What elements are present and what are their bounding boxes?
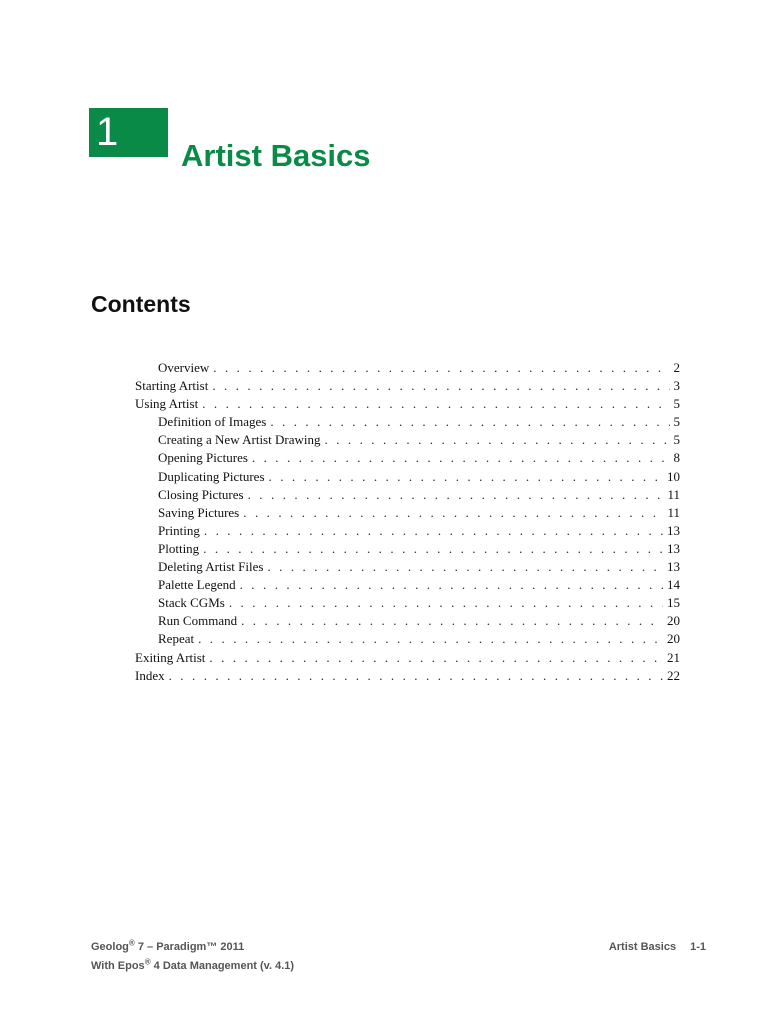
footer-product-name: Geolog	[91, 941, 129, 953]
toc-dot-leader	[270, 413, 669, 431]
footer-product-version: 7 – Paradigm™ 2011	[134, 941, 245, 953]
toc-entry-label: Exiting Artist	[135, 649, 206, 665]
contents-heading: Contents	[91, 291, 191, 317]
toc-entry-page: 15	[667, 595, 680, 611]
toc-dot-leader	[213, 359, 669, 377]
toc-dot-leader	[269, 468, 663, 486]
toc-dot-leader	[198, 630, 663, 648]
toc-entry[interactable]	[135, 540, 680, 558]
toc-entry[interactable]	[135, 395, 680, 413]
toc-entry-page: 20	[667, 613, 680, 629]
toc-dot-leader	[267, 558, 663, 576]
toc-entry-page: 5	[673, 414, 680, 430]
toc-entry[interactable]	[135, 649, 680, 667]
toc-dot-leader	[248, 486, 664, 504]
toc-dot-leader	[324, 431, 669, 449]
toc-dot-leader	[203, 540, 663, 558]
toc-dot-leader	[229, 594, 663, 612]
toc-entry-page: 13	[667, 522, 680, 538]
toc-entry-page: 14	[667, 577, 680, 593]
toc-entry-label: Saving Pictures	[158, 504, 240, 520]
toc-entry-page: 11	[667, 486, 680, 502]
footer-page-line	[609, 938, 706, 957]
toc-entry[interactable]	[135, 359, 680, 377]
toc-entry[interactable]	[135, 612, 680, 630]
toc-entry-label: Definition of Images	[158, 414, 267, 430]
toc-entry-label: Creating a New Artist Drawing	[158, 432, 321, 448]
toc-dot-leader	[204, 522, 663, 540]
toc-entry-page: 5	[673, 396, 680, 412]
toc-entry-label: Run Command	[158, 613, 238, 629]
toc-entry-page: 8	[673, 450, 680, 466]
toc-entry-label: Using Artist	[135, 396, 199, 412]
toc-entry-label: Index	[135, 667, 165, 683]
toc-dot-leader	[212, 377, 669, 395]
toc-entry[interactable]	[135, 449, 680, 467]
footer-product-line	[91, 938, 294, 957]
toc-entry-page: 10	[667, 468, 680, 484]
footer-page-number: 1-1	[690, 941, 706, 953]
footer-epos-version: 4 Data Management (v. 4.1)	[150, 960, 295, 972]
toc-entry-page: 13	[667, 540, 680, 556]
toc-entry[interactable]	[135, 486, 680, 504]
toc-entry[interactable]	[135, 558, 680, 576]
toc-entry-label: Opening Pictures	[158, 450, 248, 466]
toc-entry-page: 13	[667, 559, 680, 575]
toc-entry-label: Palette Legend	[158, 577, 236, 593]
toc-dot-leader	[243, 504, 663, 522]
toc-entry[interactable]	[135, 522, 680, 540]
chapter-title: Artist Basics	[181, 138, 371, 173]
toc-entry-label: Repeat	[158, 631, 195, 647]
footer-epos-line	[91, 957, 294, 976]
footer-right	[609, 938, 706, 957]
toc-entry-page: 3	[673, 378, 680, 394]
toc-entry[interactable]	[135, 431, 680, 449]
toc-dot-leader	[240, 576, 663, 594]
toc-entry-page: 2	[673, 360, 680, 375]
toc-entry-label: Stack CGMs	[158, 595, 225, 611]
table-of-contents	[135, 359, 680, 685]
toc-entry[interactable]	[135, 630, 680, 648]
footer-epos-name: With Epos	[91, 960, 145, 972]
toc-entry[interactable]	[135, 468, 680, 486]
footer-chapter-title: Artist Basics	[608, 941, 677, 953]
toc-dot-leader	[252, 449, 670, 467]
toc-dot-leader	[209, 649, 663, 667]
toc-entry-page: 21	[667, 649, 680, 665]
toc-entry-label: Closing Pictures	[158, 486, 244, 502]
registered-mark: ®	[144, 957, 151, 967]
toc-entry[interactable]	[135, 413, 680, 431]
toc-entry-page: 11	[667, 504, 680, 520]
toc-dot-leader	[202, 395, 669, 413]
toc-entry[interactable]	[135, 667, 680, 685]
toc-entry-label: Printing	[158, 522, 200, 538]
toc-entry[interactable]	[135, 504, 680, 522]
toc-entry[interactable]	[135, 576, 680, 594]
toc-entry-label: Plotting	[158, 540, 200, 556]
toc-entry-label: Deleting Artist Files	[158, 559, 264, 575]
footer-left	[91, 938, 294, 976]
chapter-number: 1	[96, 110, 119, 154]
chapter-number-box	[89, 108, 168, 157]
toc-entry-page: 5	[673, 432, 680, 448]
toc-entry[interactable]	[135, 594, 680, 612]
toc-entry-label: Starting Artist	[135, 378, 209, 394]
toc-entry-page: 20	[667, 631, 680, 647]
toc-entry-page: 22	[667, 667, 680, 683]
toc-entry-label: Overview	[158, 360, 210, 375]
toc-entry-label: Duplicating Pictures	[158, 468, 265, 484]
toc-dot-leader	[169, 667, 663, 685]
toc-dot-leader	[241, 612, 663, 630]
toc-entry[interactable]	[135, 377, 680, 395]
registered-mark: ®	[128, 938, 135, 948]
